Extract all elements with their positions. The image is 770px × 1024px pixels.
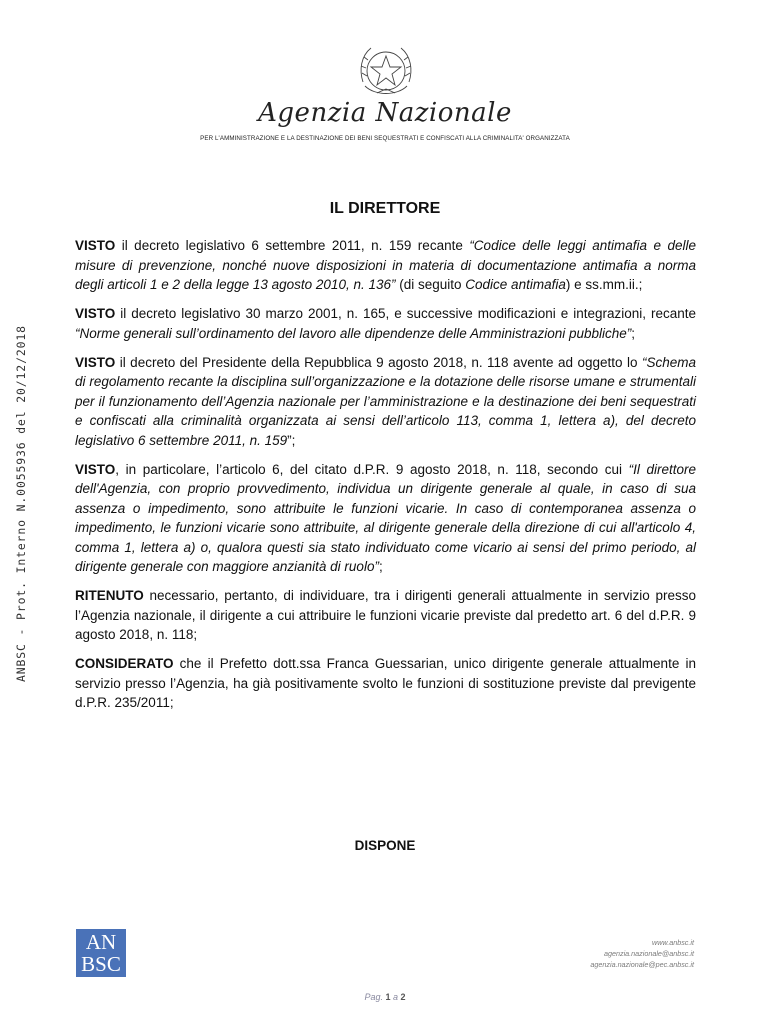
anbsc-logo: [76, 929, 126, 977]
document-heading: IL DIRETTORE: [329, 200, 441, 217]
agency-title: Agenzia Nazionale: [258, 98, 512, 128]
paragraph-visto-dpr-118: VISTO il decreto del Presidente della Repubblica 9 agosto 2018, n. 118 avente ad oggetto lo “Schema di regolamento recante la disciplina sull’organizzazione e la dotazione delle risorse umane e strumentali per il funzionamento dell’Agenzia nazionale per l’amministrazione e la destinazione dei beni sequestrati e confiscati alla criminalità organizzata ai sensi dell’articolo 113, comma 1, lettera a), del decreto legislativo 6 settembre 2011, n. 159”;: [75, 354, 696, 448]
dispone-heading: DISPONE: [354, 838, 416, 853]
paragraph-visto-articolo-6: VISTO, in particolare, l’articolo 6, del citato d.P.R. 9 agosto 2018, n. 118, secondo cui “Il direttore dell'Agenzia, con proprio provvedimento, individua un dirigente generale al quale, in caso di sua assenza o impedimento, sono attribuite le funzioni vicarie. In caso di contemporanea assenza o impedimento, le funzioni vicarie sono attribuite, al dirigente generale della direzione di cui all'articolo 4, comma 1, lettera a) o, qualora questi sia stato individuato come vicario ai sensi del primo periodo, al dirigente generale con maggiore anzianità di ruolo”;: [75, 461, 696, 574]
italian-republic-emblem-icon: [355, 42, 417, 100]
website-link[interactable]: www.anbsc.it: [652, 938, 694, 947]
paragraph-considerato: CONSIDERATO che il Prefetto dott.ssa Franca Guessarian, unico dirigente generale attualmente in servizio presso l’Agenzia, ha già positivamente svolto le funzioni di sostituzione previste dal previgente d.P.R. 235/2011;: [75, 656, 696, 710]
protocol-stamp: ANBSC - Prot. Interno N.0055936 del 20/12/2018: [14, 325, 28, 682]
paragraph-visto-dlgs-165: VISTO il decreto legislativo 30 marzo 2001, n. 165, e successive modificazioni e integrazioni, recante “Norme generali sull’ordinamento del lavoro alle dipendenze delle Amministrazioni pubbliche”;: [75, 306, 696, 341]
anbsc-logo-bottom: BSC: [81, 952, 121, 976]
paragraph-ritenuto: RITENUTO necessario, pertanto, di individuare, tra i dirigenti generali attualmente in servizio presso l’Agenzia nazionale, il dirigente a cui attribuire le funzioni vicarie previste dal predetto art. 6 del d.P.R. 9 agosto 2018, n. 118;: [75, 588, 696, 642]
anbsc-logo-top: AN: [85, 930, 117, 954]
document-body: [75, 236, 696, 722]
pec-email-link[interactable]: agenzia.nazionale@pec.anbsc.it: [590, 960, 694, 969]
page-number: Pag. 1 a 2: [364, 992, 406, 1002]
agency-subtitle: PER L'AMMINISTRAZIONE E LA DESTINAZIONE DEI BENI SEQUESTRATI E CONFISCATI ALLA CRIMINALITA' ORGANIZZATA: [200, 135, 570, 142]
footer-contacts: [590, 937, 694, 970]
paragraph-visto-codice-antimafia: VISTO il decreto legislativo 6 settembre 2011, n. 159 recante “Codice delle leggi antimafia e delle misure di prevenzione, nonché nuove disposizioni in materia di documentazione antimafia a norma degli articoli 1 e 2 della legge 13 agosto 2010, n. 136” (di seguito Codice antimafia) e ss.mm.ii.;: [75, 238, 696, 292]
email-link[interactable]: agenzia.nazionale@anbsc.it: [603, 949, 694, 958]
